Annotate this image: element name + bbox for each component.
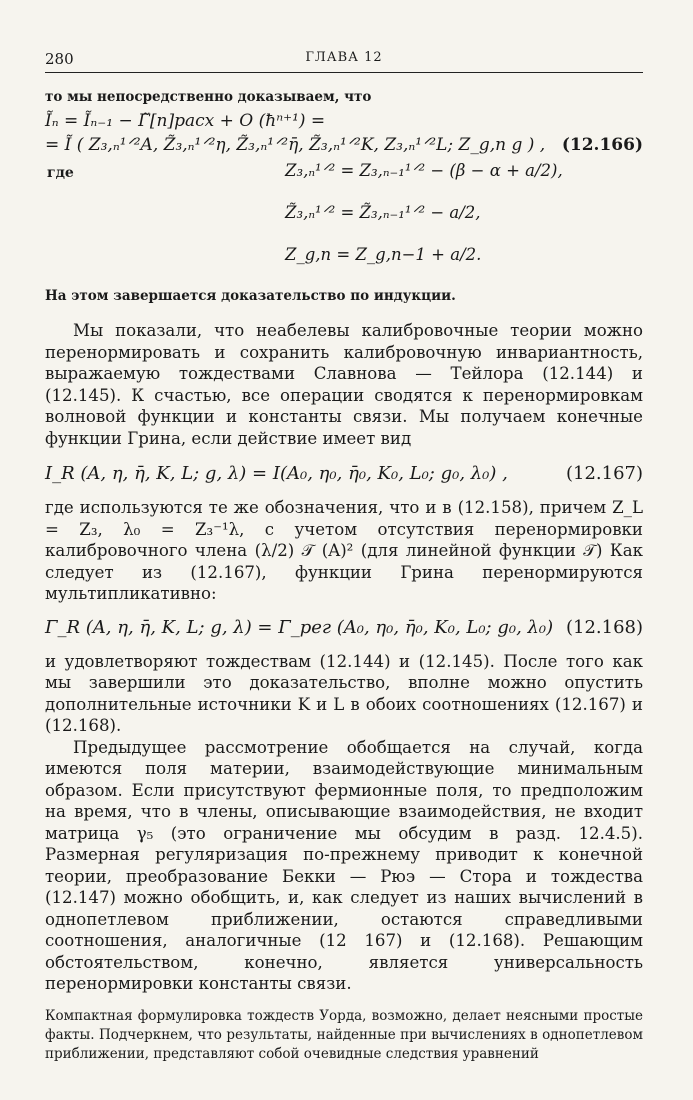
condition-z3: Z₃,ₙ¹ᐟ² = Z₃,ₙ₋₁¹ᐟ² − (β − α + a/2), bbox=[285, 161, 563, 180]
equation-number-12-167: (12.167) bbox=[565, 463, 643, 484]
equation-number-12-166: (12.166) bbox=[561, 135, 643, 155]
text-column bbox=[45, 88, 643, 1064]
equation-number-12-168: (12.168) bbox=[565, 616, 643, 638]
eq167-formula: I_R (A, η, η̄, K, L; g, λ) = I(A₀, η₀, η̄₀, K₀, L₀; g₀, λ₀) , bbox=[45, 463, 508, 484]
intro-line: то мы непосредственно доказываем, что bbox=[45, 89, 372, 105]
equation-12-166-line1 bbox=[45, 111, 643, 135]
eq166-line2-formula: = Ĩ ( Z₃,ₙ¹ᐟ²A, Z̃₃,ₙ¹ᐟ²η, Z̃₃,ₙ¹ᐟ²η̄, Z̃₃,ₙ¹ᐟ²K, Z₃,ₙ¹ᐟ²L; Z_g,n g ) , bbox=[45, 135, 546, 155]
equation-12-168 bbox=[45, 617, 643, 651]
chapter-title: ГЛАВА 12 bbox=[305, 50, 383, 65]
eq166-line1-formula: Ĩₙ = Ĩₙ₋₁ − Γ̃[n]расх + O (ħⁿ⁺¹) = bbox=[45, 111, 326, 131]
paragraph-3: и удовлетворяют тождествам (12.144) и (12.145). После того как мы завершили это доказательство, вполне можно опустить дополнительные источники K и L в обоих соотношениях (12.167) и (12.168). bbox=[45, 651, 643, 735]
eq168-formula: Γ_R (A, η, η̄, K, L; g, λ) = Γ_рег (A₀, η₀, η̄₀, K₀, L₀; g₀, λ₀) bbox=[45, 616, 554, 638]
running-header bbox=[45, 50, 643, 73]
condition-zg: Z_g,n = Z_g,n−1 + a/2. bbox=[285, 245, 482, 264]
footnote-text: Компактная формулировка тождеств Уорда, возможно, делает неясными простые факты. Подчеркнем, что результаты, найденные при вычислениях в однопетлевом приближении, представляют собой очевидные следствия уравнений bbox=[45, 1007, 643, 1062]
where-label: где bbox=[47, 165, 74, 181]
condition-z3-tilde: Z̃₃,ₙ¹ᐟ² = Z̃₃,ₙ₋₁¹ᐟ² − a/2, bbox=[285, 203, 481, 222]
paragraph-4: Предыдущее рассмотрение обобщается на случай, когда имеются поля материи, взаимодействующие минимальным образом. Если присутствуют фермионные поля, то предположим на время, что в члены, описывающие взаимодействия, не входит матрица γ₅ (это ограничение мы обсудим в разд. 12.4.5). Размерная регуляризация по-прежнему приводит к конечной теории, преобразование Бекки — Рюэ — Стора и тождества (12.147) можно обобщить, и, как следует из наших вычислений в однопетлевом приближении, остаются справедливыми соотношения, аналогичные (12 167) и (12.168). Решающим обстоятельством, конечно, является универсальность перенормировки константы связи. bbox=[45, 737, 643, 993]
where-conditions bbox=[45, 161, 643, 279]
equation-12-166-line2 bbox=[45, 135, 643, 161]
paragraph-1: Мы показали, что неабелевы калибровочные теории можно перенормировать и сохранить калибровочную инвариантность, выражаемую тождествами Славнова — Тейлора (12.144) и (12.145). К счастью, все операции сводятся к перенормировкам волновой функции и константы связи. Мы получаем конечные функции Грина, если действие имеет вид bbox=[45, 321, 643, 448]
proof-end-line: На этом завершается доказательство по индукции. bbox=[45, 288, 456, 304]
page-number: 280 bbox=[45, 50, 74, 68]
paragraph-2: где используются те же обозначения, что и в (12.158), причем Z_L = Z₃, λ₀ = Z₃⁻¹λ, с учетом отсутствия перенормировки калибровочного члена (λ/2) 𝒯 (A)² (для линейной функции 𝒯) Как следует из (12.167), функции Грина перенормируются мультипликативно: bbox=[45, 498, 643, 603]
equation-12-167 bbox=[45, 463, 643, 497]
